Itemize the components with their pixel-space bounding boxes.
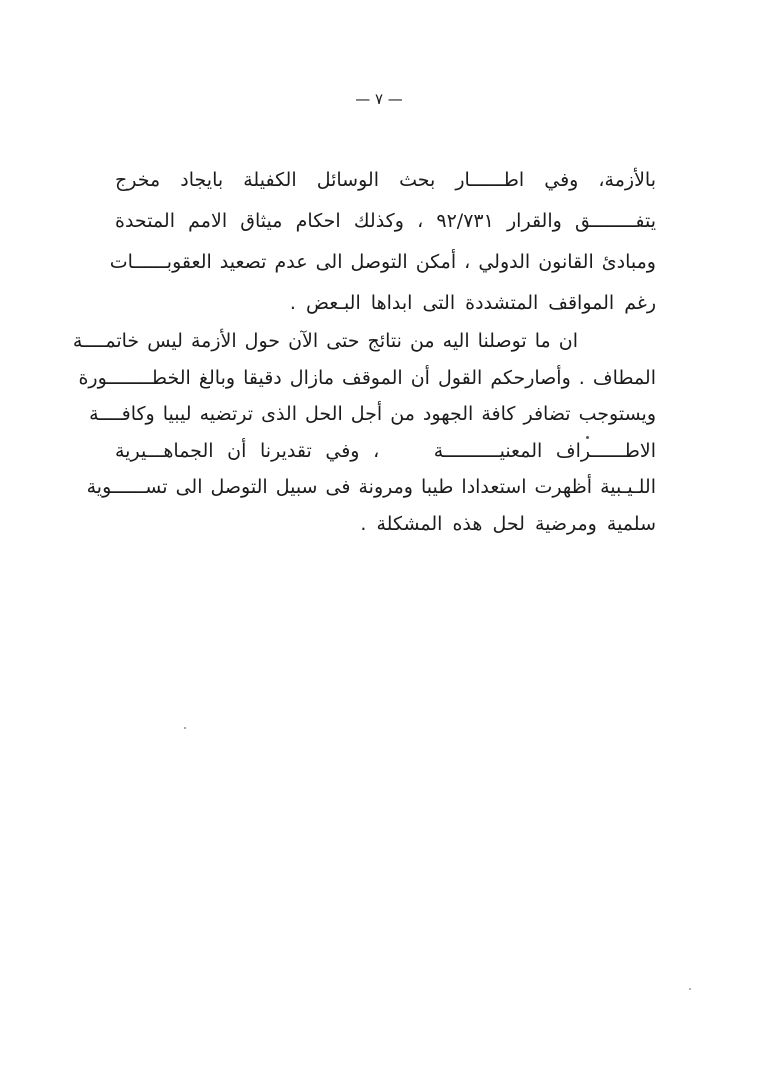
- text-line: المطاف . وأصارحكم القول أن الموقف مازال دقيقا وبالغ الخطــــــــورة: [78, 366, 656, 389]
- text-line: سلمية ومرضية لحل هذه المشكلة .: [360, 512, 656, 535]
- scan-speck: [586, 436, 589, 439]
- text-line: ومبادئ القانون الدولي ، أمكن التوصل الى عدم تصعيد العقوبــــــات: [109, 251, 656, 273]
- text-line: اللـيـبية أظهرت استعدادا طيبا ومرونة فى سبيل التوصل الى تســــــوية: [86, 476, 656, 498]
- text-line: ويستوجب تضافر كافة الجهود من أجل الحل الذى ترتضيه ليبيا وكافــــة: [89, 403, 656, 425]
- text-line: الاطــــــراف المعنيــــــــــة ، وفي تقديرنا أن الجماهـــيرية: [115, 439, 656, 462]
- text-line: رغم المواقف المتشددة التى ابداها البـعض .: [289, 292, 656, 314]
- paragraph-2: [72, 323, 656, 542]
- scan-speck: [689, 988, 691, 990]
- scan-speck: [184, 727, 186, 729]
- text-line: بالأزمة، وفي اطــــــار بحث الوسائل الكفيلة بايجاد مخرج: [115, 169, 656, 191]
- page-number: — ٧ —: [355, 90, 403, 108]
- paragraph-1: [109, 160, 656, 324]
- text-line: ان ما توصلنا اليه من نتائج حتى الآن حول الأزمة ليس خاتمــــة: [72, 330, 578, 352]
- text-line: يتفــــــــق والقرار ٩٢/٧٣١ ، وكذلك احكام ميثاق الامم المتحدة: [115, 210, 656, 232]
